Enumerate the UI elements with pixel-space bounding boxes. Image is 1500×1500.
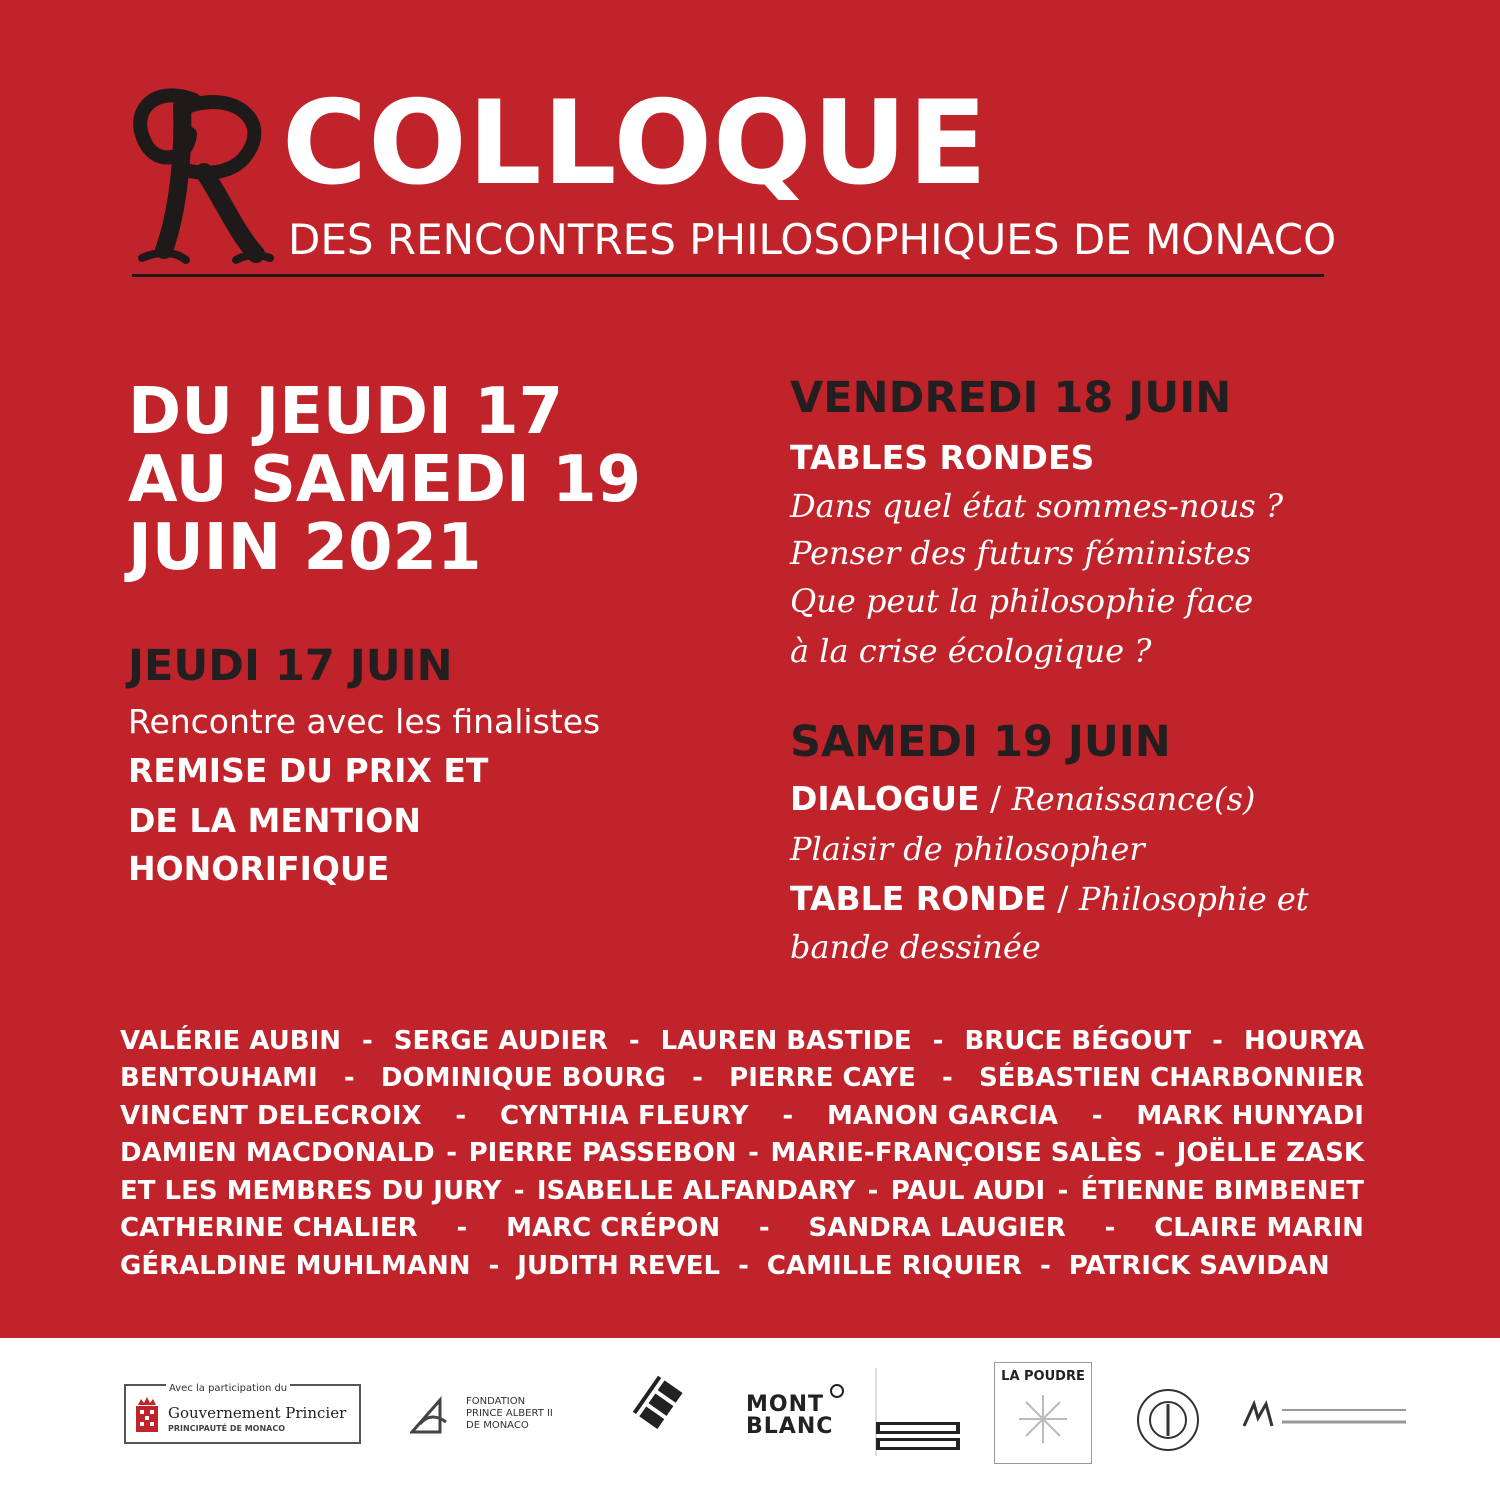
participants-line: [120, 1097, 1364, 1135]
friday-line-1: Dans quel état sommes-nous ?: [790, 487, 1284, 525]
participants-line: [120, 1135, 1364, 1173]
participant-name: BRUCE BÉGOUT: [964, 1025, 1192, 1056]
dialogue-label: DIALOGUE: [790, 779, 980, 818]
dialogue-title: Renaissance(s): [1011, 780, 1256, 818]
oceanographic-monaco-logo-icon: [874, 1366, 962, 1460]
separator: -: [1057, 1175, 1069, 1206]
la-poudre-logo: [994, 1362, 1092, 1464]
participant-name: CYNTHIA FLEURY: [499, 1100, 749, 1131]
fondation-text-1: FONDATION: [466, 1396, 526, 1407]
participant-name: ET LES MEMBRES DU JURY: [120, 1175, 502, 1206]
participant-name: VINCENT DELECROIX: [120, 1100, 422, 1131]
montblanc-line-1: MONT: [746, 1392, 825, 1417]
philosophy-seal-icon: [1132, 1384, 1204, 1456]
friday-line-3: Que peut la philosophie face: [790, 582, 1254, 620]
friday-label: TABLES RONDES: [790, 438, 1095, 477]
separator: -: [758, 1213, 770, 1244]
participant-name: VALÉRIE AUBIN: [120, 1025, 341, 1056]
participants-line: [120, 1060, 1364, 1098]
separator: -: [343, 1063, 355, 1094]
montblanc-star-icon: [828, 1382, 846, 1400]
dialogue-slash: /: [979, 779, 1012, 818]
participant-name: GÉRALDINE MUHLMANN: [120, 1250, 471, 1281]
separator: -: [1104, 1213, 1116, 1244]
gov-top-text: Avec la participation du: [166, 1383, 290, 1394]
participant-name: PATRICK SAVIDAN: [1068, 1250, 1330, 1281]
participant-name: BENTOUHAMI: [120, 1063, 318, 1094]
gov-sub: PRINCIPAUTÉ DE MONACO: [168, 1424, 286, 1433]
centre-hospitalier-logo-icon: [1240, 1398, 1408, 1434]
participants-list: [120, 1022, 1364, 1285]
gov-name: Gouvernement Princier: [168, 1404, 347, 1422]
fondation-prince-albert-logo-icon: [410, 1396, 460, 1436]
thursday-line-2: REMISE DU PRIX ET: [128, 751, 489, 790]
participant-name: DOMINIQUE BOURG: [380, 1063, 666, 1094]
montblanc-line-2: BLANC: [746, 1414, 834, 1439]
table-ronde-title: Philosophie et: [1078, 880, 1309, 918]
table-ronde-label: TABLE RONDE: [790, 879, 1047, 918]
separator: -: [628, 1025, 640, 1056]
participant-name: MARK HUNYADI: [1136, 1100, 1364, 1131]
page-title: COLLOQUE: [282, 76, 989, 211]
participant-name: MARC CRÉPON: [506, 1213, 721, 1244]
friday-line-2: Penser des futurs féministes: [790, 534, 1252, 572]
participant-name: ÉTIENNE BIMBENET: [1080, 1175, 1364, 1206]
la-poudre-title: LA POUDRE: [1001, 1369, 1085, 1384]
participant-name: CATHERINE CHALIER: [120, 1213, 418, 1244]
participant-name: JUDITH REVEL: [517, 1250, 721, 1281]
dates-line-3: JUIN 2021: [128, 511, 482, 585]
separator: -: [942, 1063, 953, 1094]
separator: -: [1212, 1025, 1223, 1056]
event-dates: [128, 375, 642, 585]
participant-name: SANDRA LAUGIER: [808, 1213, 1066, 1244]
thursday-line-4: HONORIFIQUE: [128, 849, 390, 888]
separator: -: [446, 1138, 458, 1169]
saturday-dialogue: [790, 779, 1255, 819]
saturday-table-line-2: bande dessinée: [790, 928, 1041, 966]
participant-name: ISABELLE ALFANDARY: [536, 1175, 856, 1206]
participant-name: CLAIRE MARIN: [1154, 1213, 1364, 1244]
separator: -: [782, 1100, 794, 1131]
separator: -: [456, 1213, 468, 1244]
participant-name: MARIE-FRANÇOISE SALÈS: [770, 1138, 1143, 1169]
participant-name: DAMIEN MACDONALD: [120, 1138, 435, 1169]
gouvernement-princier-logo: [124, 1384, 361, 1444]
participant-name: HOURYA: [1243, 1025, 1364, 1056]
participant-name: PIERRE CAYE: [729, 1063, 916, 1094]
monaco-crest-icon: [134, 1396, 160, 1434]
separator: -: [748, 1138, 759, 1169]
separator: -: [1154, 1138, 1166, 1169]
separator: -: [692, 1063, 703, 1094]
separator: -: [1091, 1100, 1103, 1131]
participant-name: CAMILLE RIQUIER: [766, 1250, 1022, 1281]
participant-name: PIERRE PASSEBON: [468, 1138, 737, 1169]
snowflake-icon: [1015, 1391, 1071, 1447]
separator: -: [361, 1025, 373, 1056]
saturday-dialogue-line-2: Plaisir de philosopher: [790, 830, 1145, 868]
participants-line: [120, 1172, 1364, 1210]
nouveau-musee-national-logo-icon: [622, 1370, 704, 1430]
separator: -: [738, 1250, 749, 1281]
participants-line: [120, 1210, 1364, 1248]
dates-line-2: AU SAMEDI 19: [128, 443, 642, 517]
participant-name: SERGE AUDIER: [393, 1025, 608, 1056]
separator: -: [513, 1175, 525, 1206]
thursday-line-3: DE LA MENTION: [128, 801, 421, 840]
participants-line: [120, 1022, 1364, 1060]
separator: -: [932, 1025, 944, 1056]
montblanc-logo: [746, 1394, 833, 1438]
fondation-text-2: PRINCE ALBERT II: [466, 1408, 553, 1419]
header-rule: [132, 274, 1324, 277]
rencontres-logo-icon: [124, 82, 274, 272]
dates-line-1: DU JEUDI 17: [128, 375, 564, 449]
table-ronde-slash: /: [1046, 879, 1079, 918]
thursday-heading: JEUDI 17 JUIN: [128, 641, 453, 691]
participant-name: MANON GARCIA: [826, 1100, 1058, 1131]
participant-name: LAUREN BASTIDE: [660, 1025, 912, 1056]
participants-line: [120, 1247, 1364, 1285]
separator: -: [488, 1250, 500, 1281]
participant-name: JOËLLE ZASK: [1176, 1138, 1364, 1169]
thursday-line-1: Rencontre avec les finalistes: [128, 702, 601, 741]
saturday-table-ronde: [790, 879, 1309, 919]
friday-heading: VENDREDI 18 JUIN: [790, 373, 1232, 423]
subtitle: DES RENCONTRES PHILOSOPHIQUES DE MONACO: [288, 215, 1337, 264]
separator: -: [1039, 1250, 1051, 1281]
participant-name: PAUL AUDI: [890, 1175, 1046, 1206]
separator: -: [455, 1100, 467, 1131]
fondation-text-3: DE MONACO: [466, 1420, 529, 1431]
friday-line-4: à la crise écologique ?: [790, 632, 1152, 670]
separator: -: [867, 1175, 879, 1206]
saturday-heading: SAMEDI 19 JUIN: [790, 717, 1171, 767]
participant-name: SÉBASTIEN CHARBONNIER: [978, 1063, 1364, 1094]
